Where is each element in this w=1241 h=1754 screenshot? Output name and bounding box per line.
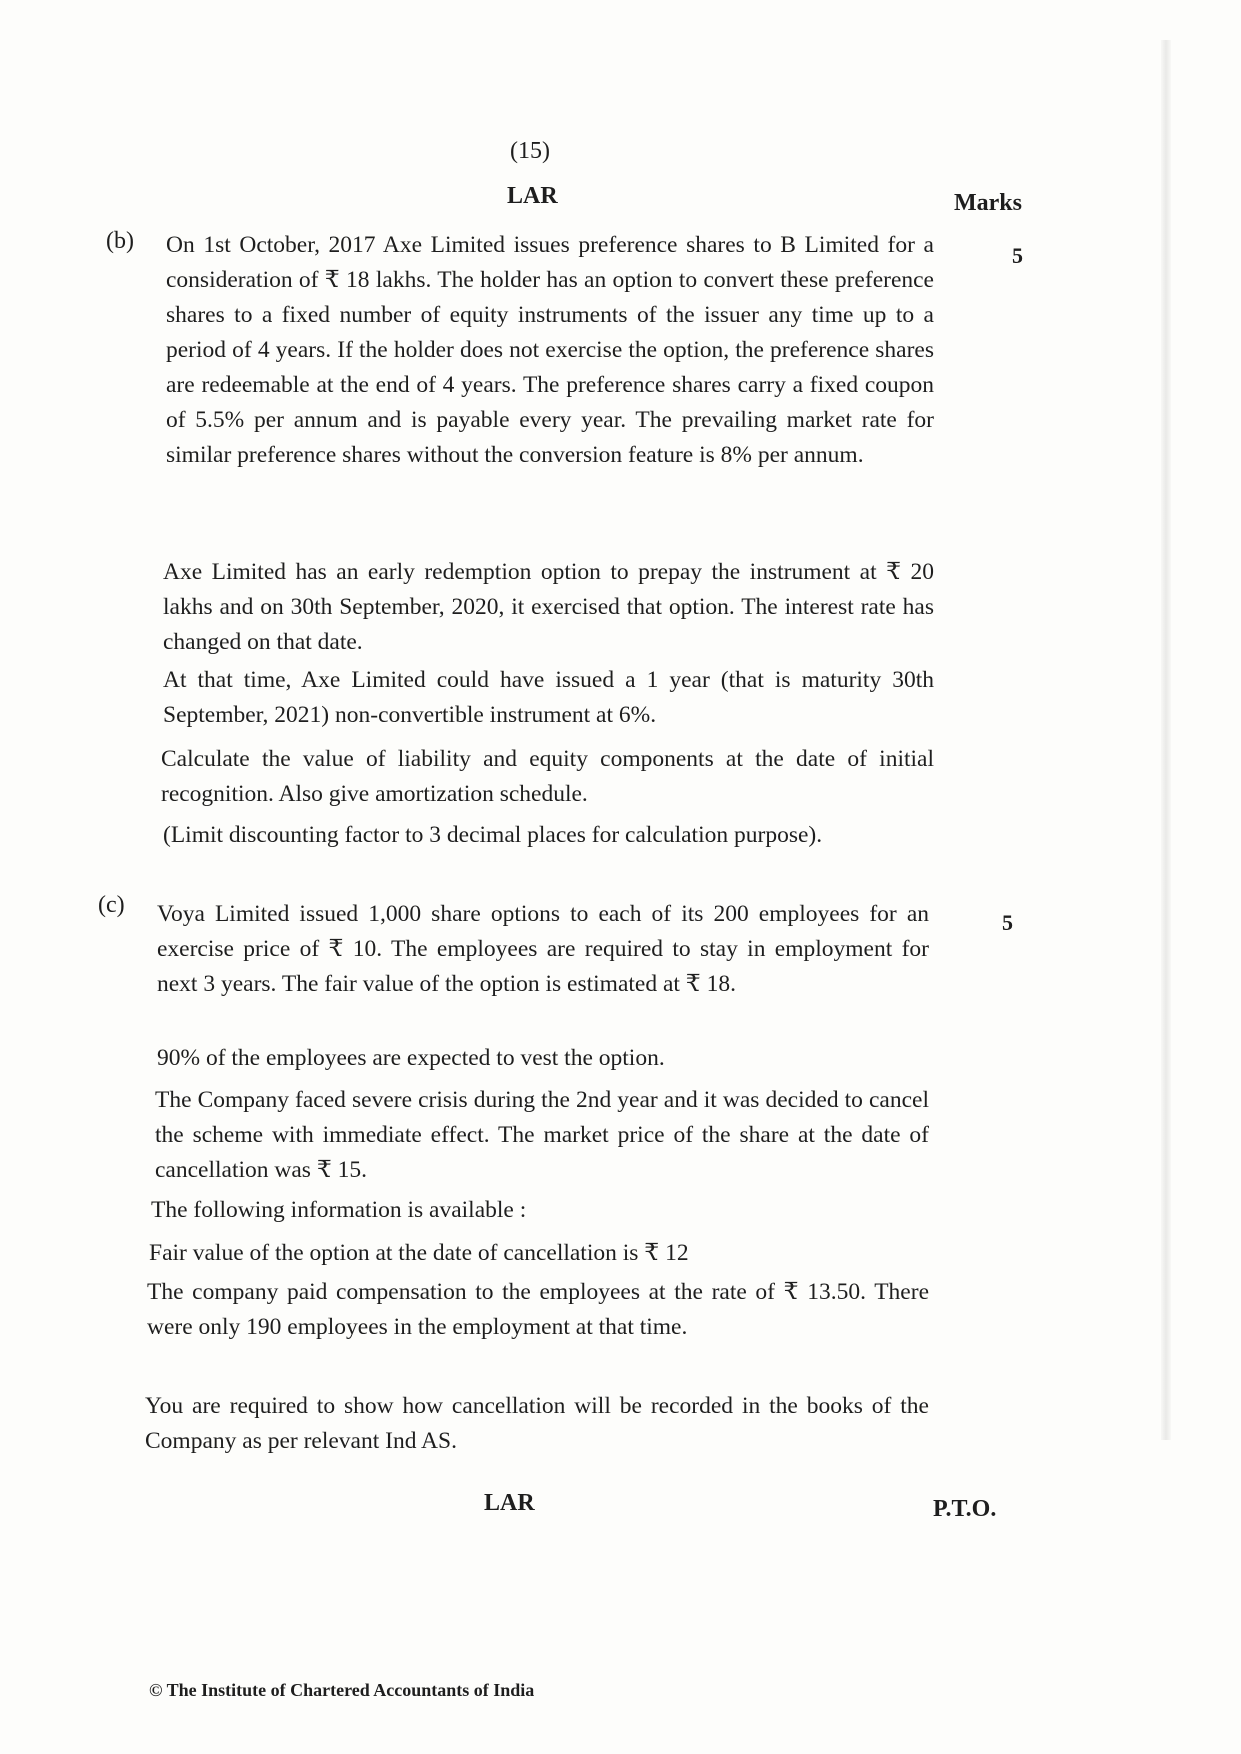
page-number: (15)	[510, 138, 550, 164]
question-c-label: (c)	[98, 892, 125, 918]
question-b-paragraph-2: Axe Limited has an early redemption option to prepay the instrument at ₹ 20 lakhs and on 30th September, 2020, it exercised that option. The interest rate has changed on that date.	[163, 559, 934, 655]
marks-column-heading: Marks	[954, 190, 1022, 216]
question-c-paragraph-4: The following information is available :	[151, 1197, 527, 1223]
scan-shadow-edge	[1161, 40, 1171, 1440]
question-b-marks: 5	[1012, 243, 1023, 268]
question-b-paragraph-1: On 1st October, 2017 Axe Limited issues preference shares to B Limited for a consideration of ₹ 18 lakhs. The holder has an option to convert these preference shares to a fixed number of equity instruments of the issuer any time up to a period of 4 years. If the holder does not exercise the option, the preference shares are redeemable at the end of 4 years. The preference shares carry a fixed coupon of 5.5% per annum and is payable every year. The prevailing market rate for similar preference shares without the conversion feature is 8% per annum.	[166, 232, 934, 468]
copyright-notice: © The Institute of Chartered Accountants of India	[149, 1680, 535, 1700]
question-c-paragraph-2: 90% of the employees are expected to vest the option.	[157, 1045, 665, 1071]
paper-code-header: LAR	[507, 183, 558, 209]
question-b-paragraph-3: At that time, Axe Limited could have issued a 1 year (that is maturity 30th September, 2021) non-convertible instrument at 6%.	[163, 667, 934, 728]
question-c-paragraph-6: The company paid compensation to the employees at the rate of ₹ 13.50. There were only 190 employees in the employment at that time.	[147, 1279, 929, 1340]
please-turn-over: P.T.O.	[933, 1496, 997, 1522]
question-c-paragraph-3: The Company faced severe crisis during the 2nd year and it was decided to cancel the scheme with immediate effect. The market price of the share at the date of cancellation was ₹ 15.	[155, 1087, 929, 1183]
question-c-paragraph-5: Fair value of the option at the date of cancellation is ₹ 12	[149, 1240, 689, 1266]
question-c-marks: 5	[1002, 910, 1013, 935]
paper-code-footer: LAR	[484, 1490, 535, 1516]
question-b-paragraph-4: Calculate the value of liability and equity components at the date of initial recognition. Also give amortization schedule.	[161, 746, 934, 807]
question-b-paragraph-5: (Limit discounting factor to 3 decimal places for calculation purpose).	[163, 822, 823, 848]
question-c-paragraph-7: You are required to show how cancellation will be recorded in the books of the Company as per relevant Ind AS.	[145, 1393, 929, 1454]
question-c-paragraph-1: Voya Limited issued 1,000 share options to each of its 200 employees for an exercise price of ₹ 10. The employees are required to stay in employment for next 3 years. The fair value of the option is estimated at ₹ 18.	[157, 901, 929, 997]
question-b-label: (b)	[106, 228, 134, 254]
